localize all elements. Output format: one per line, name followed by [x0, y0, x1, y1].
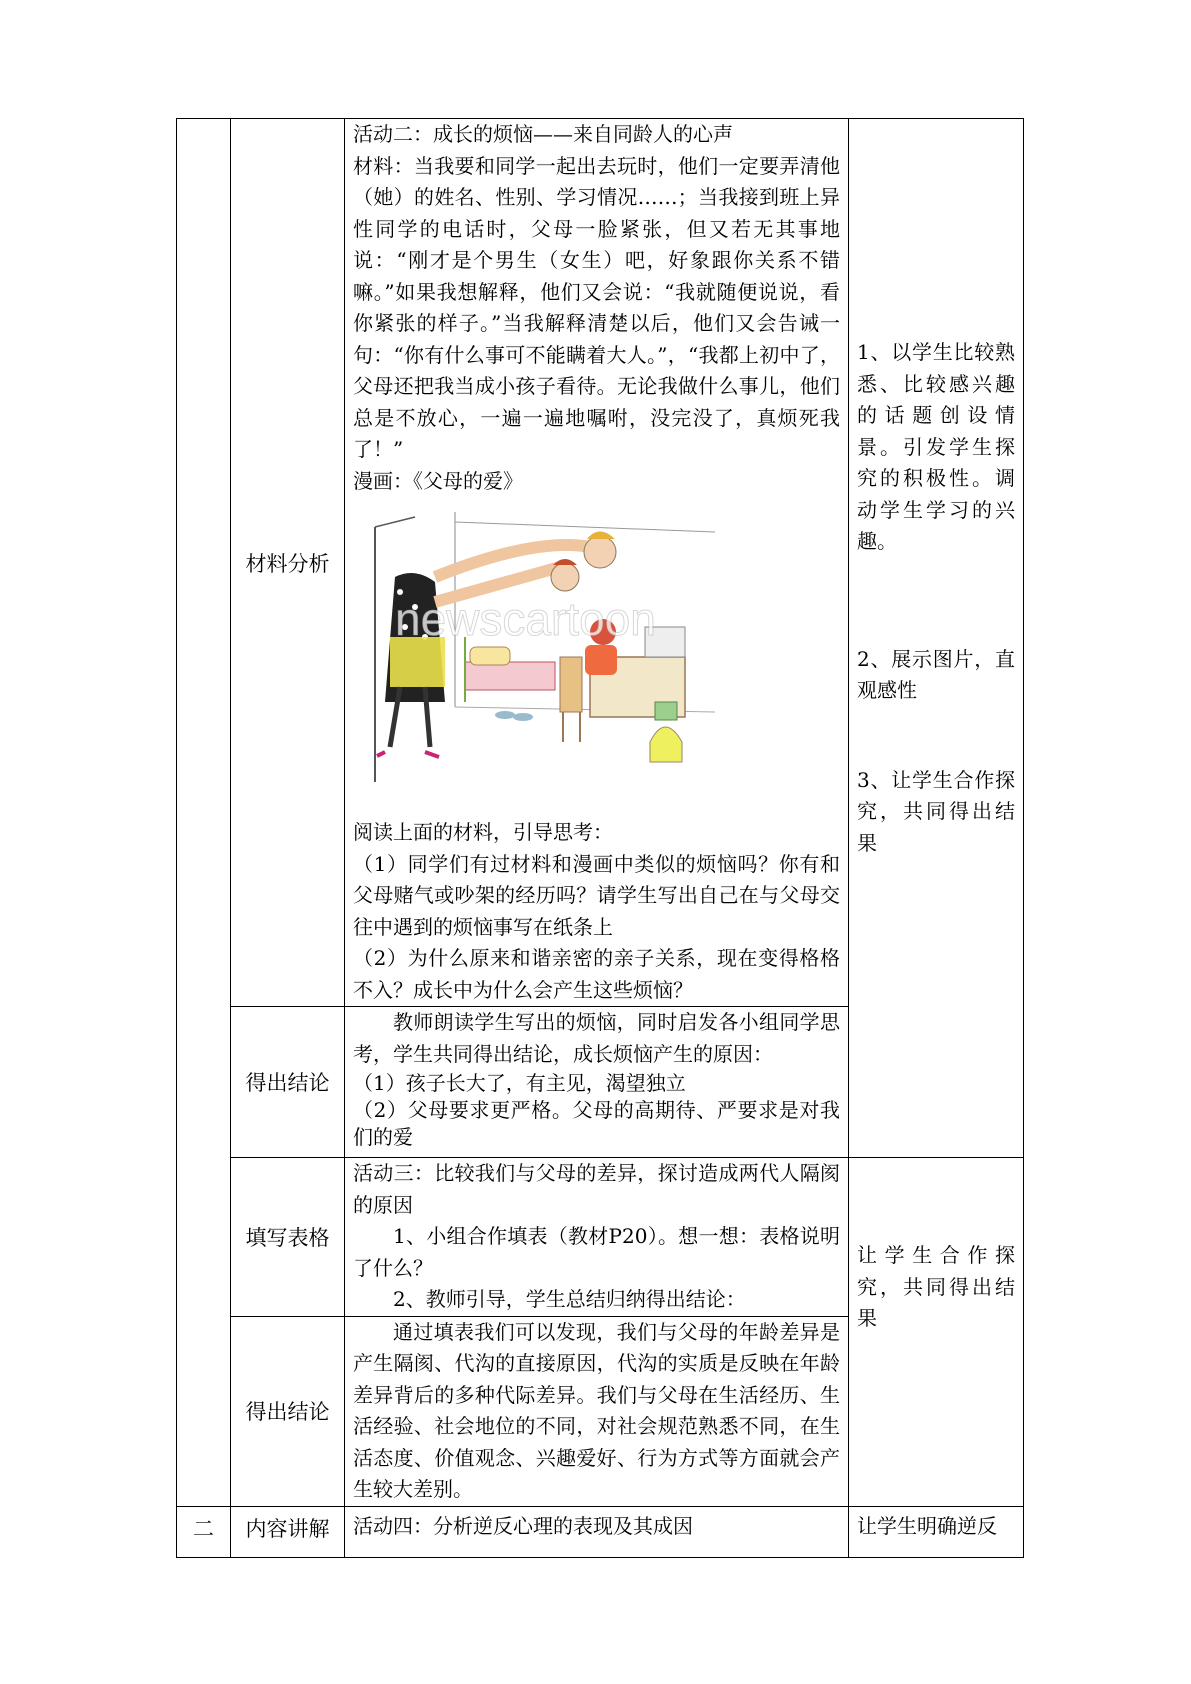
fill-table-label: 填写表格	[231, 1158, 345, 1317]
section-number-two: 二	[177, 1506, 231, 1557]
intent-note-1: 1、以学生比较熟悉、比较感兴趣的话题创设情景。引发学生探究的积极性。调动学生学习的兴趣。	[857, 340, 1015, 553]
section-number-cell	[177, 119, 231, 1507]
row-content-explanation	[177, 1506, 1024, 1557]
intent-note-4: 让学生合作探究，共同得出结果	[857, 1243, 1015, 1330]
conclusion-content-2	[345, 1316, 849, 1506]
row-fill-table	[177, 1158, 1024, 1317]
question-1: （1）同学们有过材料和漫画中类似的烦恼吗？你有和父母赌气或吵架的经历吗？请学生写出自己在与父母交往中遇到的烦恼事写在纸条上	[353, 851, 840, 939]
comic-title: 漫画：《父母的爱》	[353, 468, 523, 493]
design-intent-cell-3	[849, 1506, 1024, 1557]
conclusion-text: 教师朗读学生写出的烦恼，同时启发各小组同学思考，学生共同得出结论，成长烦恼产生的原因：	[353, 1010, 840, 1066]
conclusion-point-1: （1）孩子长大了，有主见，渴望独立	[353, 1071, 686, 1095]
activity-two-title: 活动二：成长的烦恼——来自同龄人的心声	[353, 122, 733, 146]
content-explanation-label: 内容讲解	[231, 1506, 345, 1557]
lesson-plan-table	[176, 118, 1024, 1558]
intent-note-2: 2、展示图片，直观感性	[857, 646, 1015, 702]
material-analysis-label: 材料分析	[231, 119, 345, 1007]
conclusion-label-2: 得出结论	[231, 1316, 345, 1506]
question-2: （2）为什么原来和谐亲密的亲子关系，现在变得格格不入？成长中为什么会产生这些烦恼？	[353, 946, 840, 1002]
activity-three-title: 活动三：比较我们与父母的差异，探讨造成两代人隔阂的原因	[353, 1161, 840, 1217]
generation-gap-text: 通过填表我们可以发现，我们与父母的年龄差异是产生隔阂、代沟的直接原因，代沟的实质是反映在年龄差异背后的多种代际差异。我们与父母在生活经历、生活经验、社会地位的不同，对社会规范熟悉不同，在生活态度、价值观念、兴趣爱好、行为方式等方面就会产生较大差别。	[353, 1319, 840, 1501]
parents-love-comic-image	[355, 507, 725, 797]
watermark-text: newscartoon	[395, 593, 656, 645]
reading-prompt: 阅读上面的材料，引导思考：	[353, 820, 613, 844]
design-intent-cell-1	[849, 119, 1024, 1158]
intent-note-3: 3、让学生合作探究，共同得出结果	[857, 767, 1015, 855]
fill-table-content	[345, 1158, 849, 1317]
conclusion-content-1	[345, 1007, 849, 1158]
intent-note-5: 让学生明确逆反	[857, 1513, 997, 1538]
activity-three-step-2: 2、教师引导，学生总结归纳得出结论：	[393, 1287, 746, 1311]
activity-four-title: 活动四：分析逆反心理的表现及其成因	[353, 1513, 693, 1538]
material-analysis-content	[345, 119, 849, 1007]
content-explanation-content	[345, 1506, 849, 1557]
conclusion-label-1: 得出结论	[231, 1007, 345, 1158]
activity-three-step-1: 1、小组合作填表（教材P20）。想一想：表格说明了什么？	[353, 1224, 840, 1280]
row-material-analysis	[177, 119, 1024, 1007]
material-text: 材料：当我要和同学一起出去玩时，他们一定要弄清他（她）的姓名、性别、学习情况……；当我接到班上异性同学的电话时，父母一脸紧张，但又若无其事地说：“刚才是个男生（女生）吧，好象跟你关系不错嘛。”如果我想解释，他们又会说：“我就随便说说，看你紧张的样子。”当我解释清楚以后，他们又会告诫一句：“你有什么事可不能瞒着大人。”，“我都上初中了，父母还把我当成小孩子看待。无论我做什么事儿，他们总是不放心，一遍一遍地嘱咐，没完没了，真烦死我了！”	[353, 153, 840, 461]
conclusion-point-2: （2）父母要求更严格。父母的高期待、严要求是对我们的爱	[353, 1098, 840, 1149]
design-intent-cell-2	[849, 1158, 1024, 1507]
